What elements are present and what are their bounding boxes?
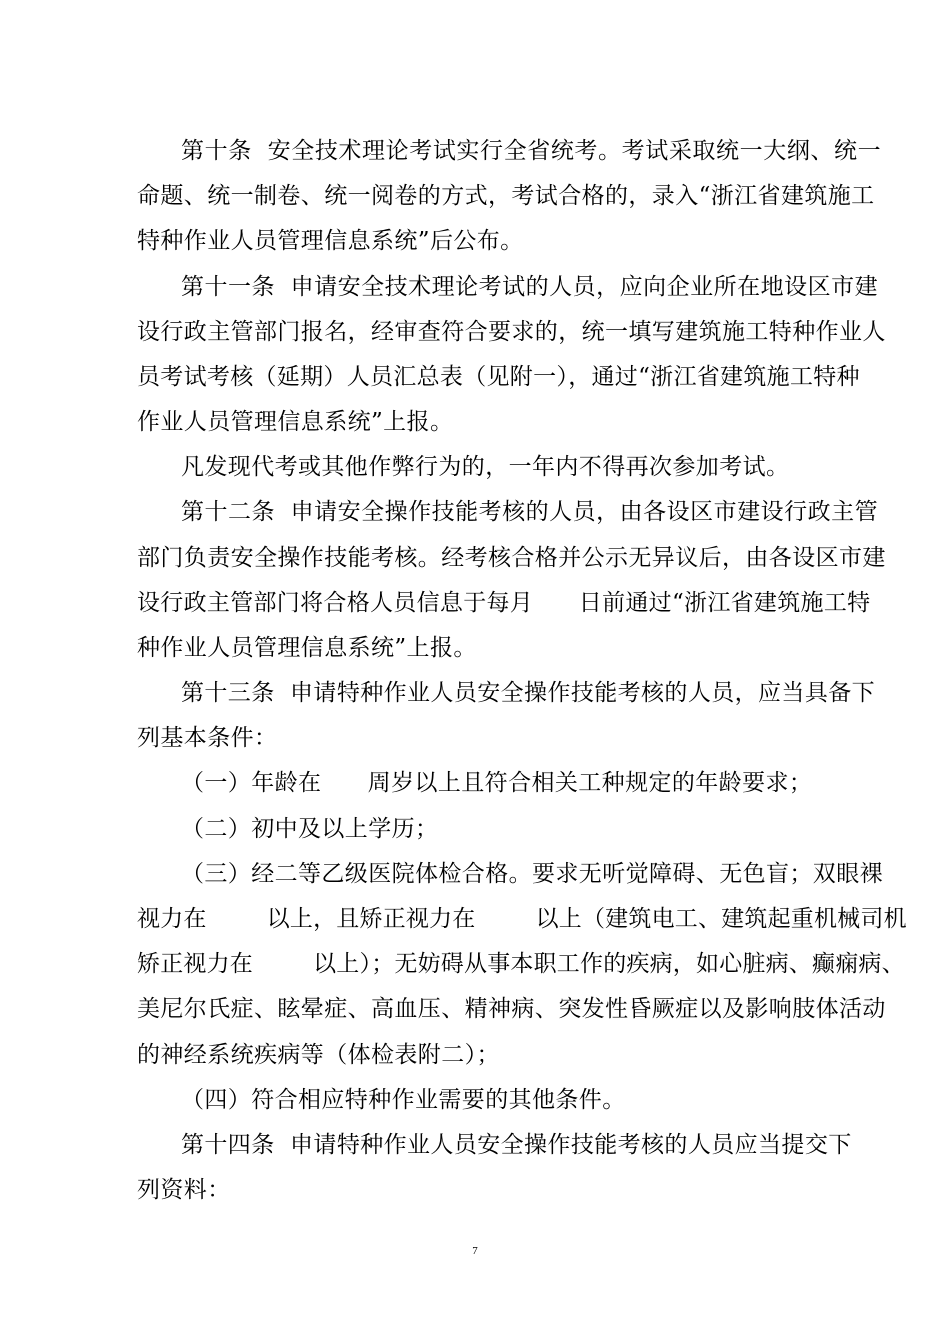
text-line: 员考试考核（延期）人员汇总表（见附一），通过“浙江省建筑施工特种: [137, 364, 860, 390]
text-line: 种作业人员管理信息系统”上报。: [137, 635, 477, 661]
page-number: 7: [472, 1245, 478, 1257]
text-line: 第十四条 申请特种作业人员安全操作技能考核的人员应当提交下: [181, 1132, 852, 1158]
text-line: 设行政主管部门报名，经审查符合要求的，统一填写建筑施工特种作业人: [137, 319, 886, 345]
text-line: 列基本条件：: [137, 725, 278, 751]
text-line: （二）初中及以上学历；: [181, 816, 439, 842]
text-line: 第十三条 申请特种作业人员安全操作技能考核的人员，应当具备下: [181, 680, 876, 706]
text-line: 第十二条 申请安全操作技能考核的人员，由各设区市建设行政主管: [181, 499, 879, 525]
text-line: 特种作业人员管理信息系统”后公布。: [137, 228, 524, 254]
text-line: 命题、统一制卷、统一阅卷的方式，考试合格的，录入“浙江省建筑施工: [137, 183, 875, 209]
text-line: 列资料：: [137, 1177, 231, 1203]
text-line: 矫正视力在 以上）；无妨碍从事本职工作的疾病，如心脏病、癫痫病、: [137, 951, 905, 977]
text-line: 的神经系统疾病等（体检表附二）；: [137, 1042, 500, 1068]
text-line: 视力在 以上，且矫正视力在 以上（建筑电工、建筑起重机械司机: [137, 906, 907, 932]
text-line: （四）符合相应特种作业需要的其他条件。: [181, 1087, 626, 1113]
text-line: 第十条 安全技术理论考试实行全省统考。考试采取统一大纲、统一: [181, 138, 882, 164]
text-line: 部门负责安全操作技能考核。经考核合格并公示无异议后，由各设区市建: [137, 545, 886, 571]
text-line: 作业人员管理信息系统”上报。: [137, 409, 454, 435]
text-line: 设行政主管部门将合格人员信息于每月 日前通过“浙江省建筑施工特: [137, 590, 871, 616]
text-line: 凡发现代考或其他作弊行为的，一年内不得再次参加考试。: [181, 454, 790, 480]
text-line: （三）经二等乙级医院体检合格。要求无听觉障碍、无色盲；双眼裸: [181, 861, 883, 887]
text-line: 第十一条 申请安全技术理论考试的人员，应向企业所在地设区市建: [181, 274, 879, 300]
text-line: （一）年龄在 周岁以上且符合相关工种规定的年龄要求；: [181, 770, 813, 796]
text-line: 美尼尔氏症、眩晕症、高血压、精神病、突发性昏厥症以及影响肢体活动: [137, 996, 886, 1022]
